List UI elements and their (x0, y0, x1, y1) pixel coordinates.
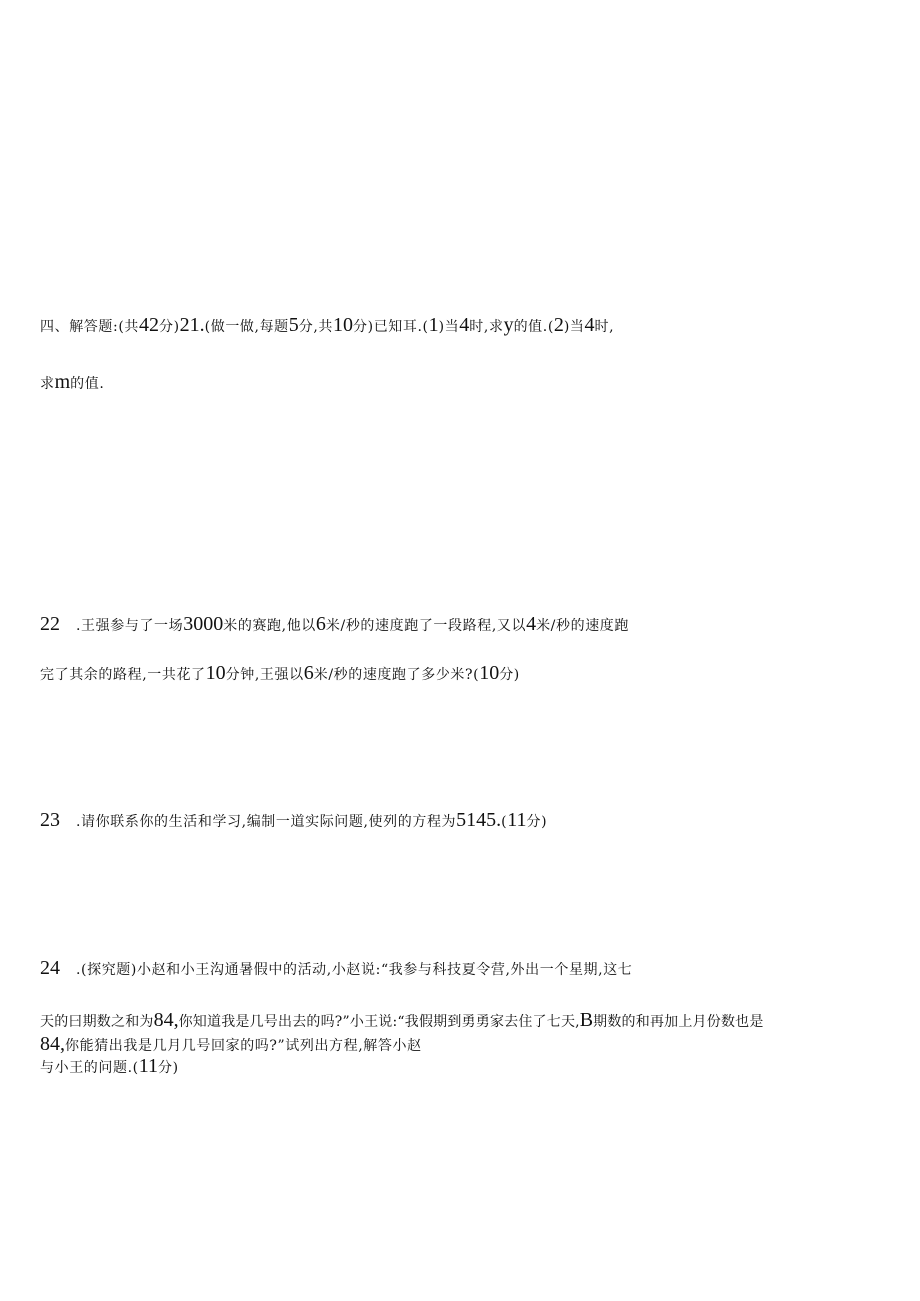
text-run: 四、解答题:(共 (40, 319, 139, 335)
text-run: 求 (40, 376, 55, 392)
variable: y (503, 314, 514, 336)
question-23-line-1 (40, 810, 547, 832)
text-run: 分,共 (298, 319, 334, 335)
text-run: .王强参与了一场 (76, 618, 184, 634)
number: 84, (153, 1009, 179, 1031)
number: 11 (507, 809, 527, 831)
text-run: (做一做,每题 (204, 319, 289, 335)
text-run: 分) (499, 667, 520, 683)
text-run: 你知道我是几号出去的吗?”小王说:“我假期到勇勇家去住了七天, (178, 1014, 580, 1030)
question-number: 22 (40, 613, 60, 635)
text-run: 分钟,王强以 (225, 667, 304, 683)
question-24-line-2 (40, 1010, 764, 1032)
text-run: 分) (157, 1060, 179, 1076)
number: 10 (479, 662, 500, 684)
text-run: 与小王的问题.( (40, 1060, 139, 1076)
text-run: )当 (438, 319, 460, 335)
number: 1 (428, 314, 439, 336)
question-number: 21. (179, 314, 205, 336)
text-run: .(探究题)小赵和小王沟通暑假中的活动,小赵说:“我参与科技夏令营,外出一个星期,这七 (76, 962, 633, 978)
number: 4 (459, 314, 470, 336)
text-run: 分)已知耳.( (353, 319, 429, 335)
text-run: 的值.( (513, 319, 554, 335)
text-run: 天的曰期数之和为 (40, 1014, 154, 1030)
text-run: .请你联系你的生活和学习,编制一道实际问题,使列的方程为 (76, 814, 457, 830)
question-21-line-2 (40, 372, 104, 394)
number: 42 (138, 314, 159, 336)
number: 10 (205, 662, 226, 684)
question-24-line-4 (40, 1056, 179, 1078)
text-run: 时, (594, 319, 615, 335)
number: 11 (138, 1055, 158, 1077)
text-run: 你能猜出我是几月几号回家的吗?”试列出方程,解答小赵 (65, 1038, 422, 1054)
number: 5 (288, 314, 299, 336)
variable: m (54, 371, 71, 393)
number: 10 (333, 314, 354, 336)
question-22-line-1 (40, 614, 629, 636)
question-24-line-3 (40, 1034, 422, 1056)
question-24-line-1 (40, 958, 632, 980)
text-run: )当 (563, 319, 585, 335)
text-run: 期数的和再加上月份数也是 (593, 1014, 764, 1030)
text-run: 米的赛跑,他以 (223, 618, 316, 634)
text-run: 米/秒的速度跑了一段路程,又以 (325, 618, 527, 634)
number: 6 (315, 613, 326, 635)
question-21-line-1 (40, 315, 614, 337)
number: 84, (40, 1033, 65, 1055)
number: 3000 (183, 613, 224, 635)
number: 2 (553, 314, 564, 336)
text-run: 的值. (70, 376, 105, 392)
text-run: 时,求 (469, 319, 504, 335)
text-run: 米/秒的速度跑 (536, 618, 629, 634)
equation-value: 5145. (456, 809, 502, 831)
number: 4 (526, 613, 537, 635)
text-run: 分) (526, 814, 548, 830)
question-22-line-2 (40, 663, 520, 685)
text-run: 分) (158, 319, 180, 335)
letter: B (579, 1009, 594, 1031)
question-number: 23 (40, 809, 60, 831)
number: 6 (303, 662, 314, 684)
text-run: 米/秒的速度跑了多少米?( (313, 667, 480, 683)
text-run: ( (501, 814, 508, 830)
text-run: 完了其余的路程,一共花了 (40, 667, 206, 683)
number: 4 (584, 314, 595, 336)
question-number: 24 (40, 957, 60, 979)
